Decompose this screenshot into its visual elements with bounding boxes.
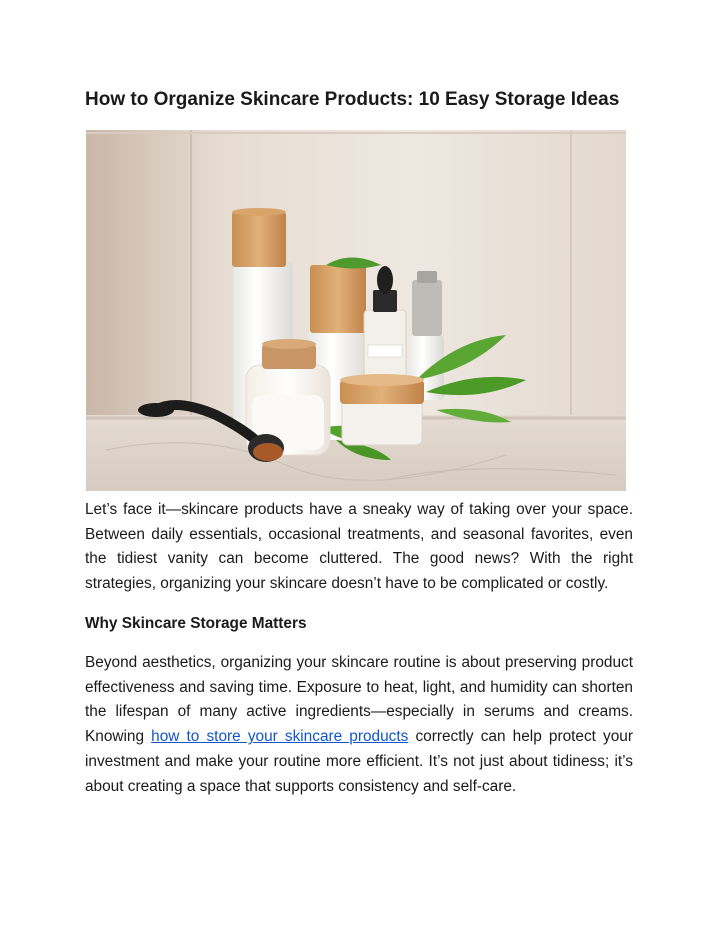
body-paragraph	[85, 651, 633, 799]
body-text-after-link: correctly can help protect your investment and make your routine more efficient. It’s not just about tidiness; it’s about creating a space that supports consistency and self-care.	[85, 728, 633, 795]
section-heading: Why Skincare Storage Matters	[85, 615, 307, 632]
hero-image-skincare-products	[86, 130, 626, 491]
intro-paragraph: Let’s face it—skincare products have a sneaky way of taking over your space. Between daily essentials, occasional treatments, and seasonal favorites, even the tidiest vanity can become cluttered. The good news? With the right strategies, organizing your skincare doesn’t have to be complicated or costly.	[85, 501, 633, 593]
body-text-before-link: Beyond aesthetics, organizing your skincare routine is about preserving product effectiveness and saving time. Exposure to heat, light, and humidity can shorten the lifespan of many active ingredients—especially in serums and creams. Knowing	[85, 654, 633, 746]
store-skincare-link[interactable]: how to store your skincare products	[151, 728, 409, 746]
article-title: How to Organize Skincare Products: 10 Easy Storage Ideas	[85, 89, 620, 110]
